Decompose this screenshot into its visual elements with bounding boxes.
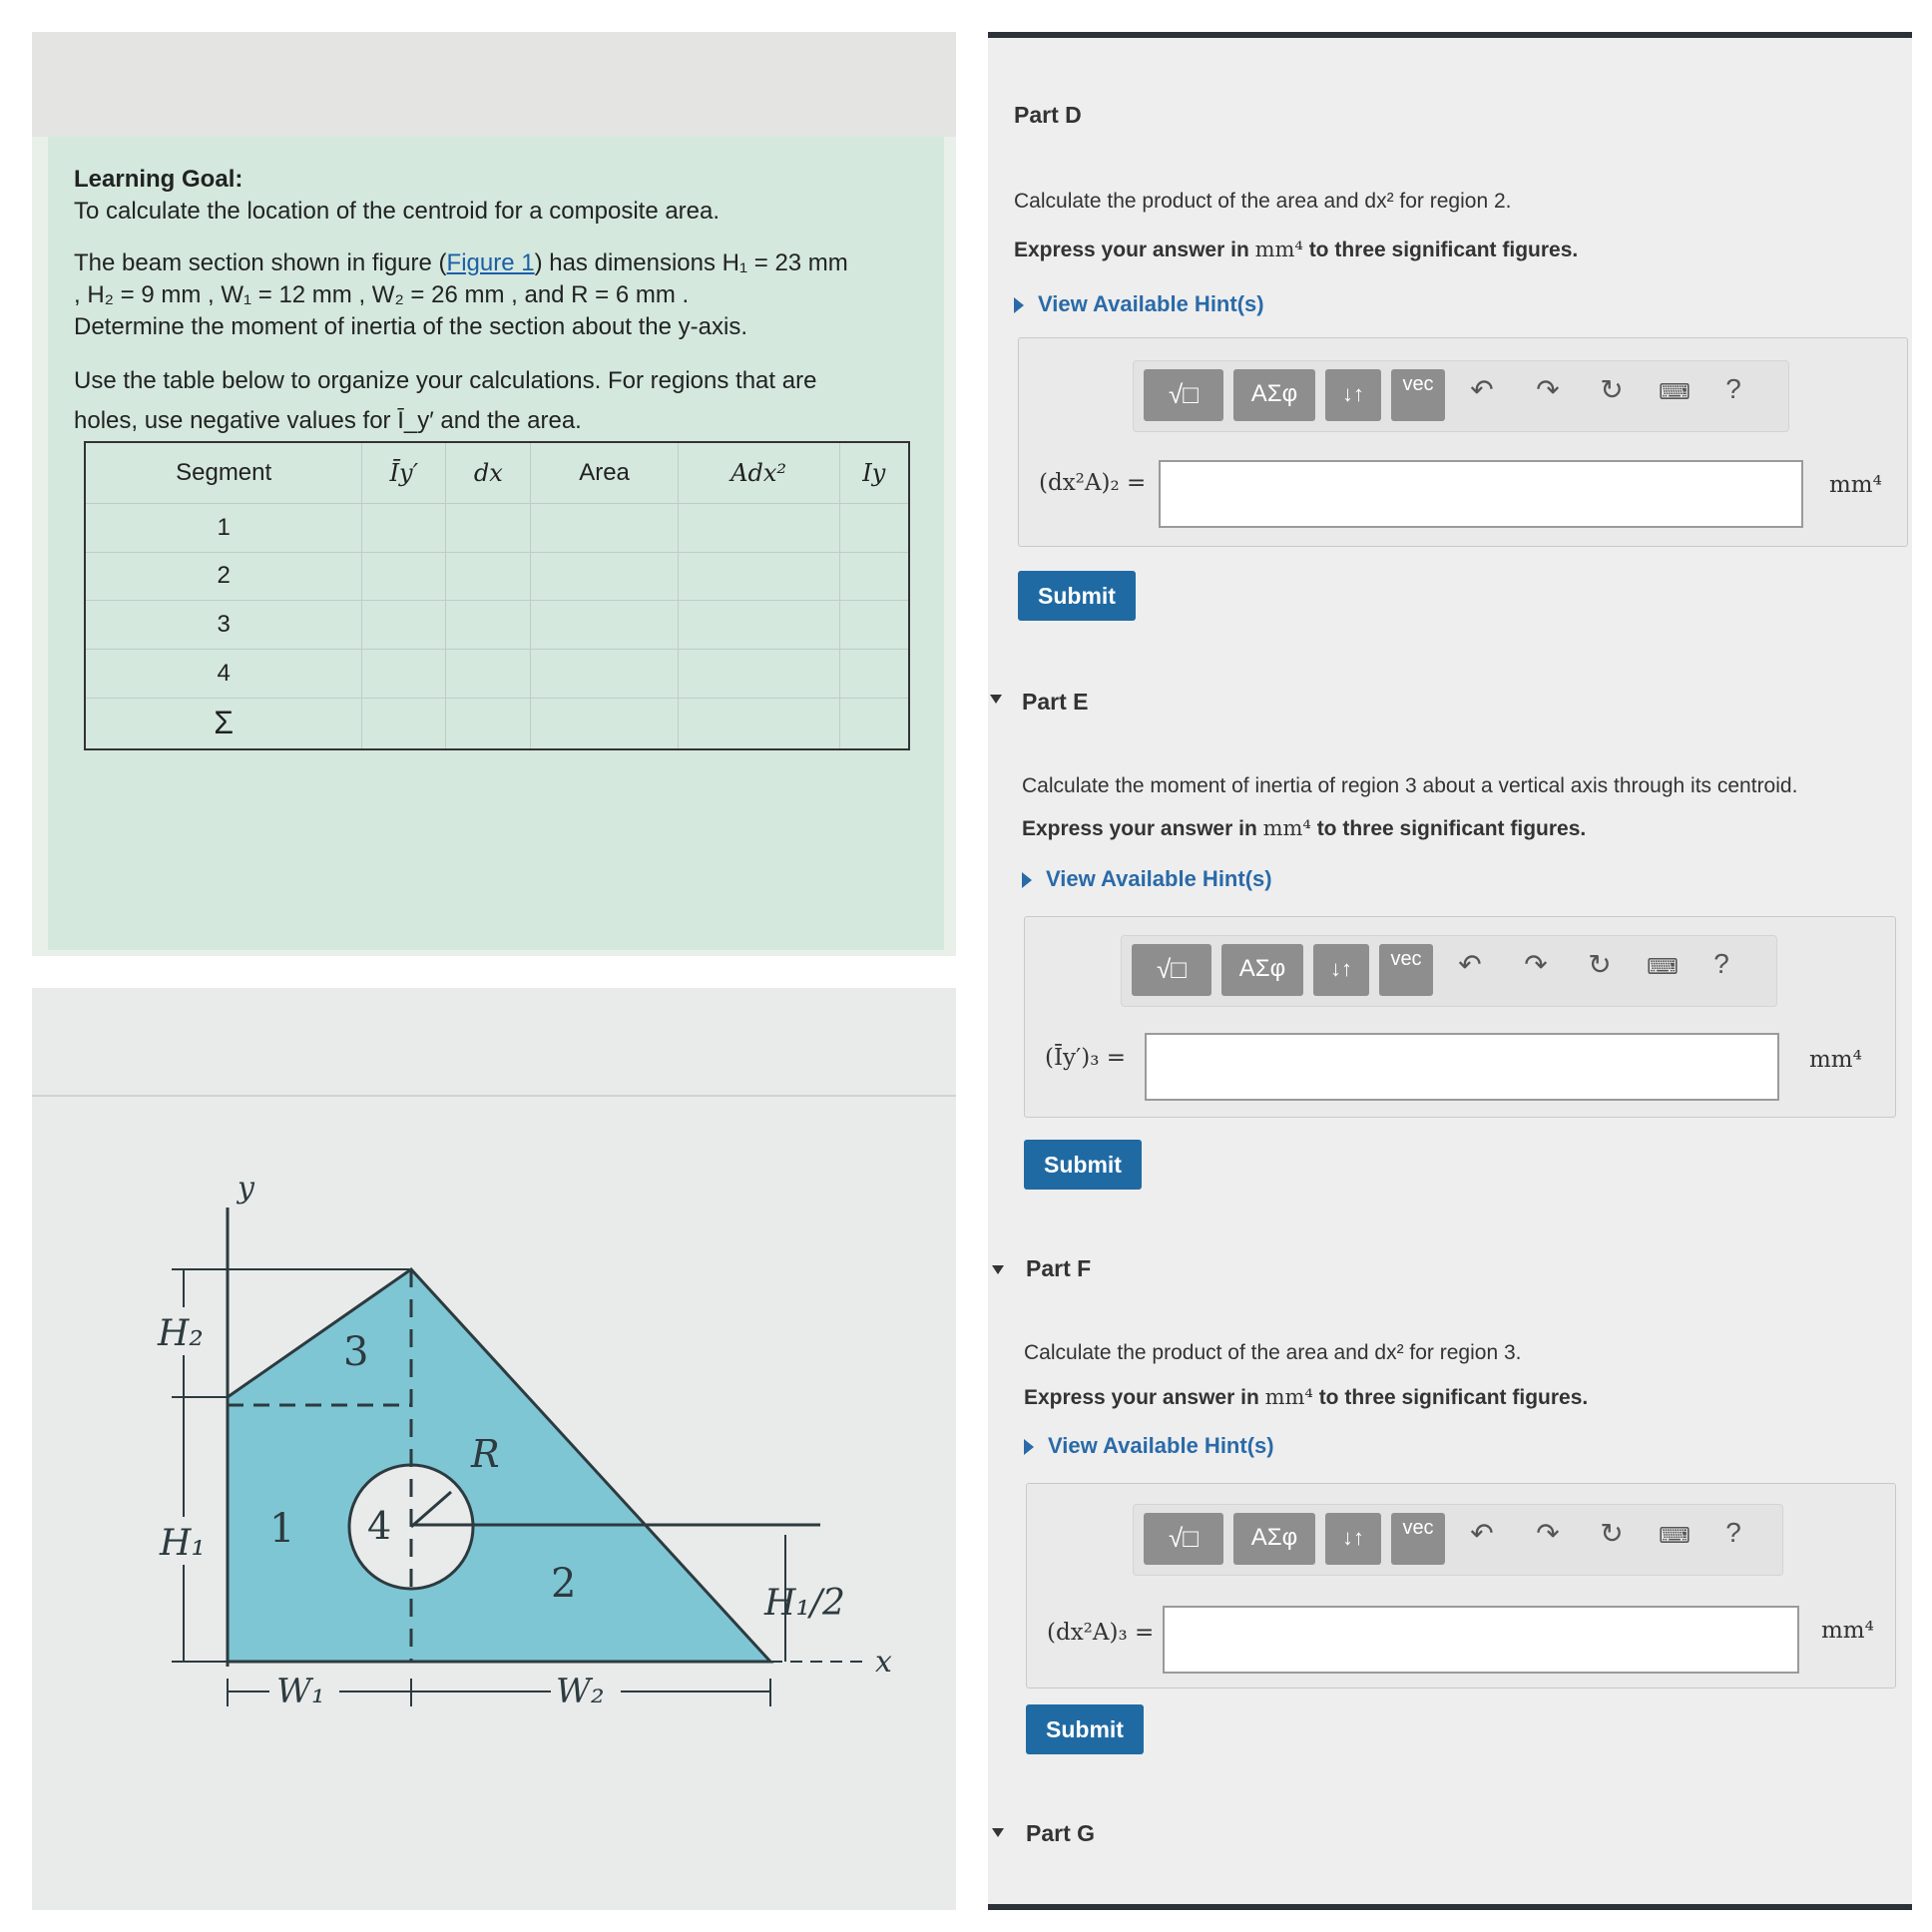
goal-line-2-pre: The beam section shown in figure ( xyxy=(74,249,447,276)
part-e-answer-input[interactable] xyxy=(1145,1033,1779,1101)
region-2-label: 2 xyxy=(551,1561,577,1607)
header-adx2: Adx² xyxy=(678,442,839,504)
part-e-answer-box xyxy=(1024,916,1896,1118)
expand-arrow-icon xyxy=(1022,872,1032,888)
vec-button[interactable]: vec xyxy=(1391,1513,1445,1565)
part-f-express: Express your answer in mm⁴ to three significant figures. xyxy=(1024,1385,1589,1409)
part-e-express: Express your answer in mm⁴ to three significant figures. xyxy=(1022,816,1587,840)
part-g-title[interactable]: Part G xyxy=(1026,1820,1096,1846)
part-d-question: Calculate the product of the area and dx² for region 2. xyxy=(1014,190,1512,213)
templates-button[interactable]: √□ xyxy=(1132,944,1211,996)
part-e-title[interactable]: Part E xyxy=(1022,689,1089,715)
photo-shade xyxy=(32,32,956,137)
segment-label: 3 xyxy=(85,601,362,650)
goal-line-2-post: ) has dimensions H₁ = 23 mm xyxy=(534,249,848,276)
parts-panel xyxy=(988,32,1912,1910)
undo-icon[interactable]: ↶ xyxy=(1470,1518,1494,1549)
beam-section-figure xyxy=(32,988,956,1910)
undo-icon[interactable]: ↶ xyxy=(1458,949,1482,980)
table-row xyxy=(85,649,909,698)
expand-arrow-icon xyxy=(1014,297,1024,313)
collapse-caret-icon[interactable] xyxy=(990,695,1002,704)
part-d-unit: mm⁴ xyxy=(1829,472,1882,498)
arrows-button[interactable]: ↓↑ xyxy=(1313,944,1369,996)
part-f-answer-label: (dx²A)₃ = xyxy=(1047,1620,1155,1646)
part-d-express: Express your answer in mm⁴ to three significant figures. xyxy=(1014,238,1579,261)
table-row xyxy=(85,504,909,553)
collapse-caret-icon[interactable] xyxy=(992,1828,1004,1837)
part-f-submit-button[interactable]: Submit xyxy=(1026,1704,1144,1754)
help-button[interactable]: ? xyxy=(1725,1517,1741,1548)
figure-panel xyxy=(32,988,956,1910)
region-1-label: 1 xyxy=(269,1506,295,1552)
header-iy-bar: Īy′ xyxy=(362,442,446,504)
part-d-answer-box xyxy=(1018,337,1908,547)
math-toolbar xyxy=(1133,1504,1783,1576)
header-area: Area xyxy=(531,442,678,504)
header-dx: dx xyxy=(446,442,531,504)
keyboard-icon[interactable]: ⌨ xyxy=(1659,1523,1690,1548)
table-row xyxy=(85,552,909,601)
segment-label: 1 xyxy=(85,504,362,553)
y-axis-label: y xyxy=(238,1171,254,1206)
collapse-caret-icon[interactable] xyxy=(992,1265,1004,1274)
part-d-title[interactable]: Part D xyxy=(1014,102,1082,128)
redo-icon[interactable]: ↷ xyxy=(1524,949,1548,980)
goal-line-1: To calculate the location of the centroid for a composite area. xyxy=(74,198,721,225)
h1-label: H₁ xyxy=(160,1523,206,1564)
table-row-sum xyxy=(85,698,909,749)
region-4-label: 4 xyxy=(367,1504,392,1548)
radius-label: R xyxy=(471,1432,500,1476)
redo-icon[interactable]: ↷ xyxy=(1536,374,1560,405)
part-f-hint-link[interactable]: View Available Hint(s) xyxy=(1024,1433,1274,1459)
h1-half-label: H₁/2 xyxy=(764,1583,845,1624)
goal-title: Learning Goal: xyxy=(74,166,243,193)
segment-label: 2 xyxy=(85,552,362,601)
part-d-answer-label: (dx²A)₂ = xyxy=(1039,470,1147,496)
part-f-answer-box xyxy=(1026,1483,1896,1689)
learning-goal-panel xyxy=(32,32,956,956)
goal-line-3: , H₂ = 9 mm , W₁ = 12 mm , W₂ = 26 mm , and R = 6 mm . xyxy=(74,281,690,308)
part-d-submit-button[interactable]: Submit xyxy=(1018,571,1136,621)
help-button[interactable]: ? xyxy=(1725,373,1741,404)
segment-label: 4 xyxy=(85,649,362,698)
w2-label: W₂ xyxy=(556,1672,605,1711)
part-f-unit: mm⁴ xyxy=(1821,1618,1874,1644)
goal-line-4: Determine the moment of inertia of the section about the y-axis. xyxy=(74,313,748,340)
header-iy: Iy xyxy=(839,442,909,504)
part-e-question: Calculate the moment of inertia of region 3 about a vertical axis through its centroid. xyxy=(1022,774,1798,797)
vec-button[interactable]: vec xyxy=(1379,944,1433,996)
greek-button[interactable]: ΑΣφ xyxy=(1233,1513,1315,1565)
part-e-submit-button[interactable]: Submit xyxy=(1024,1140,1142,1190)
goal-line-6: holes, use negative values for Ī_y′ and the area. xyxy=(74,407,582,434)
part-f-title[interactable]: Part F xyxy=(1026,1255,1092,1281)
keyboard-icon[interactable]: ⌨ xyxy=(1659,379,1690,404)
header-segment: Segment xyxy=(85,442,362,504)
table-header-row xyxy=(85,442,909,504)
reset-icon[interactable]: ↻ xyxy=(1600,1518,1624,1549)
part-f-answer-input[interactable] xyxy=(1163,1606,1799,1674)
goal-line-5: Use the table below to organize your calculations. For regions that are xyxy=(74,367,817,394)
arrows-button[interactable]: ↓↑ xyxy=(1325,369,1381,421)
keyboard-icon[interactable]: ⌨ xyxy=(1647,954,1679,979)
part-f-question: Calculate the product of the area and dx² for region 3. xyxy=(1024,1341,1522,1364)
undo-icon[interactable]: ↶ xyxy=(1470,374,1494,405)
w1-label: W₁ xyxy=(276,1672,325,1711)
templates-button[interactable]: √□ xyxy=(1144,1513,1223,1565)
figure-link[interactable]: Figure 1 xyxy=(446,249,535,276)
math-toolbar xyxy=(1121,935,1777,1007)
arrows-button[interactable]: ↓↑ xyxy=(1325,1513,1381,1565)
part-e-answer-label: (Īy′)₃ = xyxy=(1045,1045,1127,1071)
table-row xyxy=(85,601,909,650)
expand-arrow-icon xyxy=(1024,1439,1034,1455)
x-axis-label: x xyxy=(875,1645,892,1680)
h2-label: H₂ xyxy=(158,1313,204,1354)
goal-line-2 xyxy=(74,249,848,277)
part-d-hint-link[interactable]: View Available Hint(s) xyxy=(1014,291,1264,317)
region-3-label: 3 xyxy=(343,1329,369,1375)
templates-button[interactable]: √□ xyxy=(1144,369,1223,421)
reset-icon[interactable]: ↻ xyxy=(1600,374,1624,405)
redo-icon[interactable]: ↷ xyxy=(1536,1518,1560,1549)
reset-icon[interactable]: ↻ xyxy=(1588,949,1612,980)
part-e-unit: mm⁴ xyxy=(1809,1047,1862,1073)
help-button[interactable]: ? xyxy=(1713,948,1729,979)
math-toolbar xyxy=(1133,360,1789,432)
greek-button[interactable]: ΑΣφ xyxy=(1233,369,1315,421)
greek-button[interactable]: ΑΣφ xyxy=(1221,944,1303,996)
part-e-hint-link[interactable]: View Available Hint(s) xyxy=(1022,866,1272,892)
vec-button[interactable]: vec xyxy=(1391,369,1445,421)
sum-label: Σ xyxy=(85,698,362,749)
calculation-table xyxy=(84,441,910,750)
part-d-answer-input[interactable] xyxy=(1159,460,1803,528)
